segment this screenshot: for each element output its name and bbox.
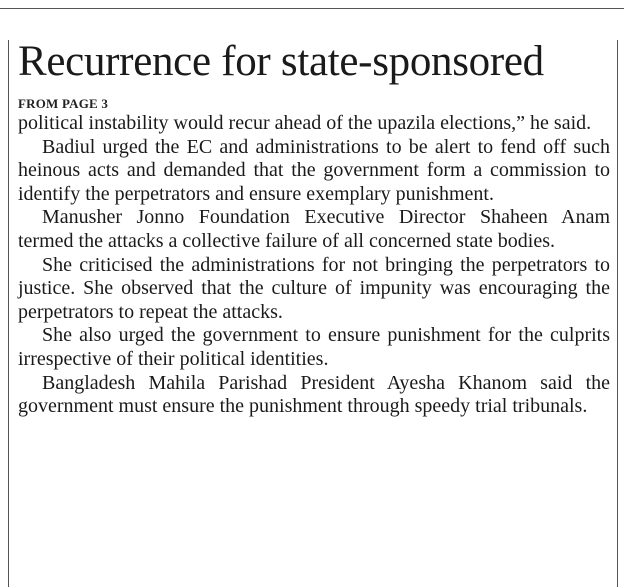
- paragraph: Bangladesh Mahila Parishad President Ayesha Khanom said the government must ensure the punishment through speedy trial tribunals.: [18, 371, 610, 418]
- right-column-rule: [617, 40, 618, 587]
- article-body: [18, 112, 610, 419]
- paragraph: She also urged the government to ensure punishment for the culprits irrespective of their political identities.: [18, 324, 610, 370]
- paragraph: Badiul urged the EC and administrations to be alert to fend off such heinous acts and demanded that the government form a commission to identify the perpetrators and ensure exemplary punishment.: [18, 135, 610, 205]
- paragraph: Manusher Jonno Foundation Executive Director Shaheen Anam termed the attacks a collective failure of all concerned state bodies.: [18, 206, 610, 252]
- paragraph: political instability would recur ahead of the upazila elections,” he said.: [18, 112, 592, 134]
- article: [18, 34, 610, 419]
- paragraph: She criticised the administrations for not bringing the perpetrators to justice. She observed that the culture of impunity was encouraging the perpetrators to repeat the attacks.: [18, 253, 610, 323]
- headline: Recurrence for state-sponsored: [18, 38, 544, 85]
- top-rule: [0, 8, 624, 9]
- jump-line: FROM PAGE 3: [18, 96, 109, 111]
- left-column-rule: [8, 40, 9, 587]
